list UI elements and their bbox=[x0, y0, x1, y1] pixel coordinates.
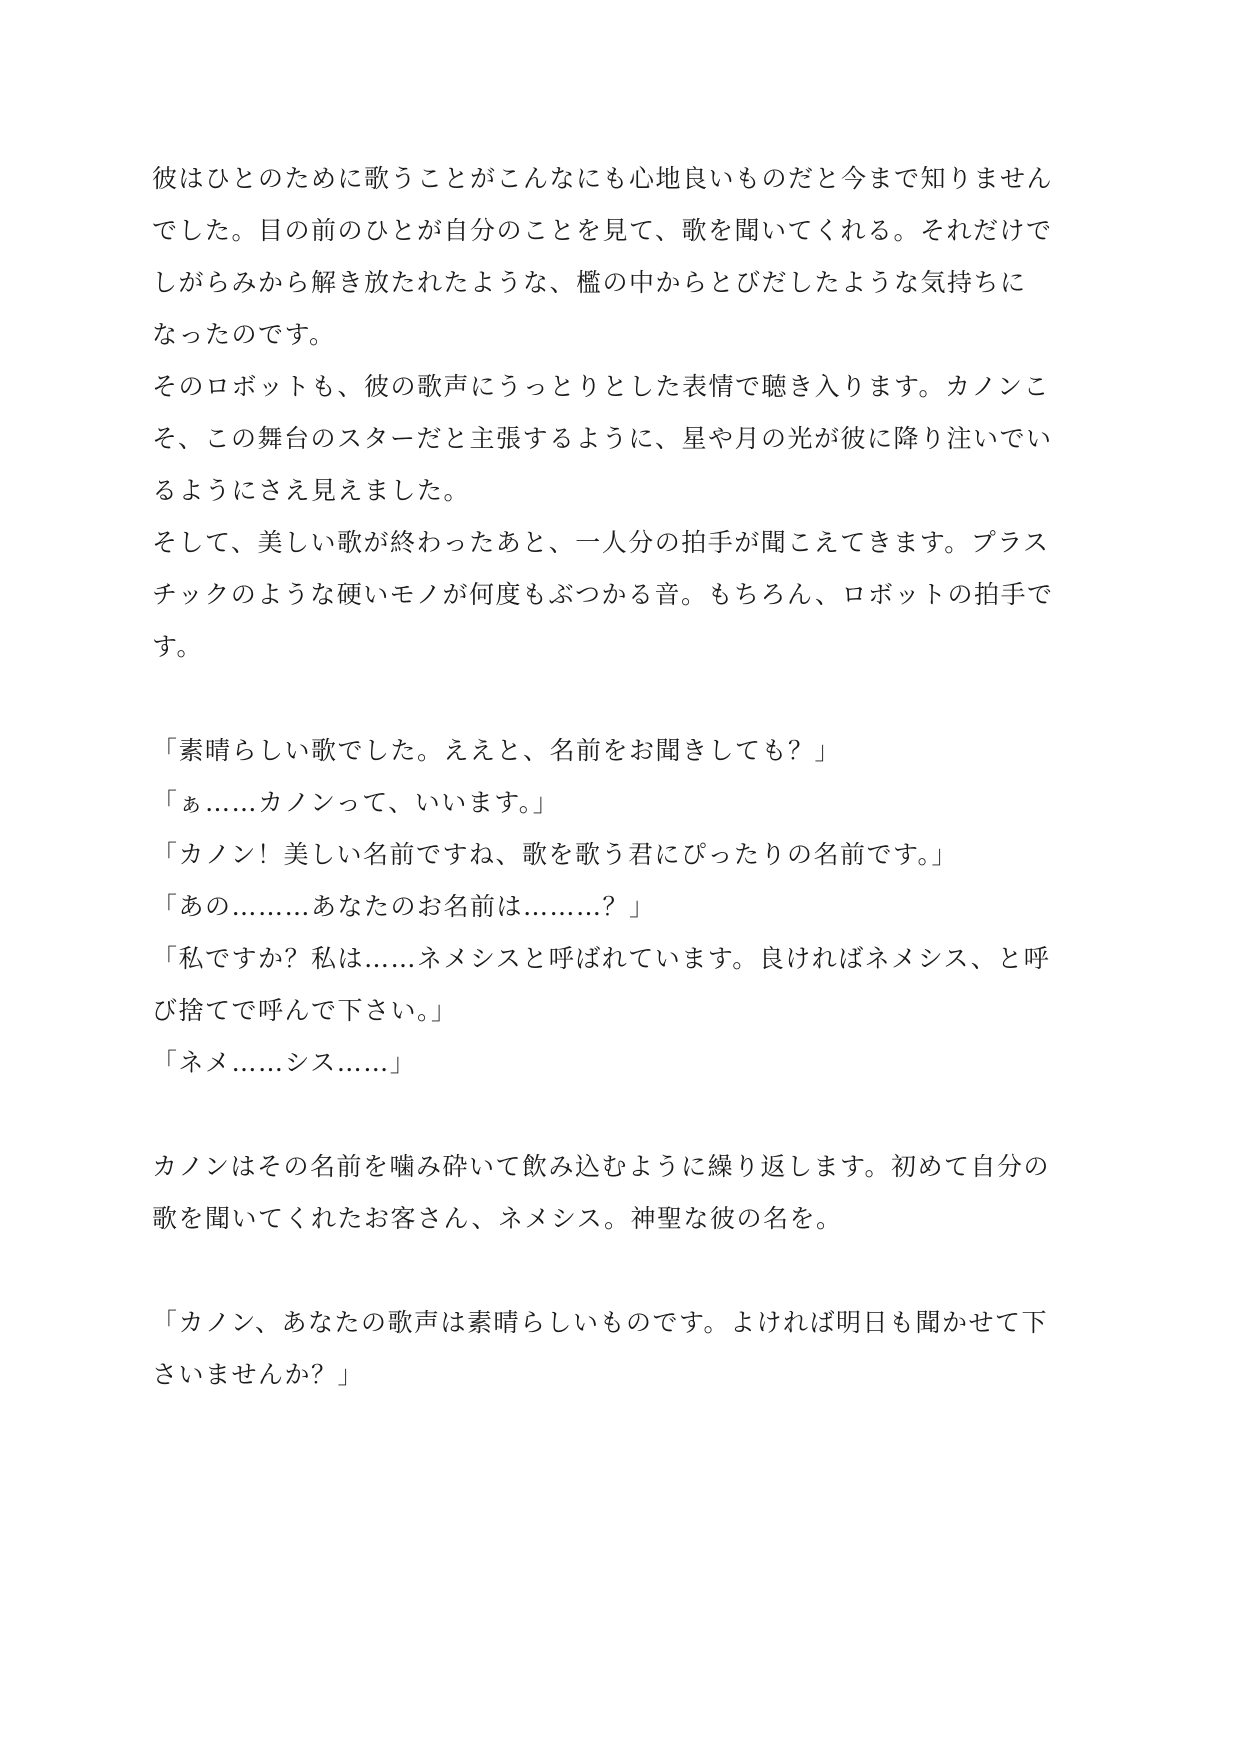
dialogue-line: び捨てで呼んで下さい。」 bbox=[152, 996, 458, 1025]
blank-line bbox=[152, 673, 1092, 725]
dialogue-line: 「あの………あなたのお名前は………？」 bbox=[152, 892, 656, 921]
text-line: でした。目の前のひとが自分のことを見て、歌を聞いてくれる。それだけで bbox=[152, 216, 1053, 245]
text-line: カノンはその名前を噛み砕いて飲み込むように繰り返します。初めて自分の bbox=[152, 1152, 1051, 1181]
text-line: す。 bbox=[152, 632, 204, 661]
text-line: 彼はひとのために歌うことがこんなにも心地良いものだと今まで知りません bbox=[152, 164, 1054, 193]
text-line: るようにさえ見えました。 bbox=[152, 476, 471, 505]
text-line: そのロボットも、彼の歌声にうっとりとした表情で聴き入ります。カノンこ bbox=[152, 372, 1051, 401]
text-line: チックのような硬いモノが何度もぶつかる音。もちろん、ロボットの拍手で bbox=[152, 580, 1054, 609]
text-line: 歌を聞いてくれたお客さん、ネメシス。神聖な彼の名を。 bbox=[152, 1204, 843, 1233]
dialogue-line: さいませんか？」 bbox=[152, 1360, 365, 1389]
dialogue-line: 「カノン！美しい名前ですね、歌を歌う君にぴったりの名前です。」 bbox=[152, 840, 959, 869]
blank-line bbox=[152, 1089, 1092, 1141]
text-line: そ、この舞台のスターだと主張するように、星や月の光が彼に降り注いでい bbox=[152, 424, 1053, 453]
blank-line bbox=[152, 1245, 1092, 1297]
dialogue-line: 「カノン、あなたの歌声は素晴らしいものです。よければ明日も聞かせて下 bbox=[152, 1308, 1049, 1337]
dialogue-line: 「素晴らしい歌でした。ええと、名前をお聞きしても？」 bbox=[152, 736, 842, 765]
dialogue-line: 「ネメ……シス……」 bbox=[152, 1048, 417, 1077]
body-text bbox=[152, 153, 1092, 1401]
dialogue-line: 「ぁ……カノンって、いいます。」 bbox=[152, 788, 560, 817]
dialogue-line: 「私ですか？私は……ネメシスと呼ばれています。良ければネメシス、と呼 bbox=[152, 944, 1051, 973]
text-line: なったのです。 bbox=[152, 320, 336, 349]
text-line: しがらみから解き放たれたような、檻の中からとびだしたような気持ちに bbox=[152, 268, 1027, 297]
text-line: そして、美しい歌が終わったあと、一人分の拍手が聞こえてきます。プラス bbox=[152, 528, 1050, 557]
